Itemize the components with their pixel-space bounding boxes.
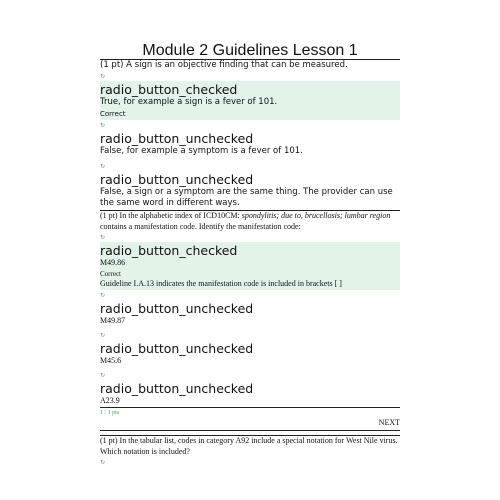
option-text: True, for example a sign is a fever of 101.: [100, 97, 278, 107]
q1-option-1[interactable]: [100, 81, 400, 120]
q2-option-4[interactable]: [100, 380, 400, 407]
loading-icon: ↻: [100, 234, 106, 241]
option-text: M49.87: [100, 316, 126, 325]
navigation-row: [100, 418, 400, 430]
q1-option-3[interactable]: [100, 171, 400, 210]
loading-icon: ↻: [100, 292, 106, 299]
radio-button-unchecked-icon[interactable]: radio_button_unchecked: [100, 381, 254, 396]
question-2-prompt: [100, 211, 400, 232]
option-text: M45.6: [100, 356, 122, 365]
feedback-correct: Correct: [100, 110, 126, 118]
radio-button-unchecked-icon[interactable]: radio_button_unchecked: [100, 131, 254, 146]
radio-button-unchecked-icon[interactable]: radio_button_unchecked: [100, 341, 254, 356]
q1-option-2[interactable]: [100, 130, 400, 158]
loading-icon: ↻: [100, 372, 106, 379]
radio-button-checked-icon[interactable]: radio_button_checked: [100, 243, 238, 258]
option-text: A23.9: [100, 396, 120, 405]
q2-option-1[interactable]: [100, 242, 400, 290]
option-text: M49.86: [100, 258, 126, 267]
points-score: 1 / 1 pts: [100, 410, 120, 416]
loading-icon: ↻: [100, 73, 106, 80]
option-text: False, a sign or a symptom are the same thing. The provider can use the same word in different ways.: [100, 187, 393, 208]
option-text: False, for example a symptom is a fever of 101.: [100, 146, 303, 156]
page-title: Module 2 Guidelines Lesson 1: [142, 42, 358, 59]
loading-icon: ↻: [100, 459, 106, 466]
loading-icon: ↻: [100, 332, 106, 339]
feedback-detail: Guideline I.A.13 indicates the manifestation code is included in brackets [ ]: [100, 279, 342, 288]
q2-option-3[interactable]: [100, 340, 400, 367]
q2-option-2[interactable]: [100, 300, 400, 327]
next-button[interactable]: NEXT: [378, 418, 400, 427]
radio-button-unchecked-icon[interactable]: radio_button_unchecked: [100, 301, 254, 316]
question-1-prompt: (1 pt) A sign is an objective finding that can be measured.: [100, 60, 348, 70]
radio-button-checked-icon[interactable]: radio_button_checked: [100, 82, 238, 97]
radio-button-unchecked-icon[interactable]: radio_button_unchecked: [100, 172, 254, 187]
prompt-terms: spondylitis; due to, brucellosis; lumbar region: [241, 211, 391, 220]
feedback-correct: Correct: [100, 270, 121, 278]
loading-icon: ↻: [100, 163, 106, 170]
loading-icon: ↻: [100, 122, 106, 129]
prompt-part-a: (1 pt) In the alphabetic index of ICD10CM:: [100, 211, 242, 220]
quiz-content: [100, 59, 400, 467]
question-3-prompt: (1 pt) In the tabular list, codes in category A92 include a special notation for West Nile virus. Which notation is included?: [100, 436, 398, 456]
divider: [100, 430, 400, 431]
prompt-part-b: contains a manifestation code. Identify the manifestation code:: [100, 221, 301, 231]
